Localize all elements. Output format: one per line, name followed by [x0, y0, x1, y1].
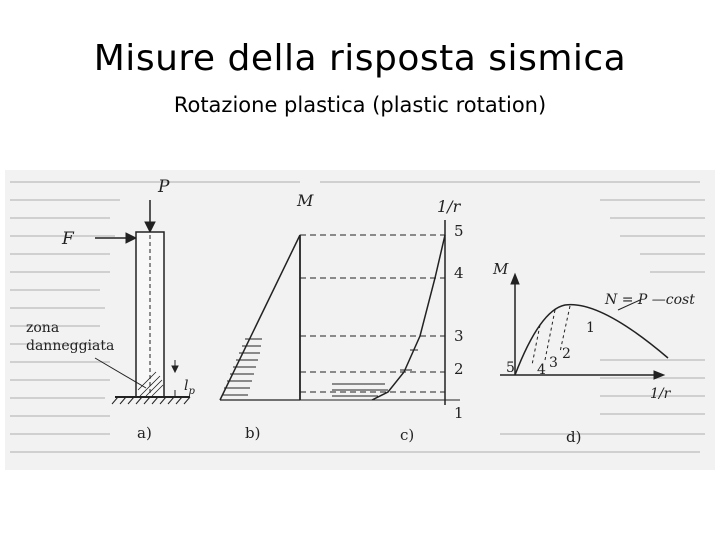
- caption-c: c): [400, 426, 415, 444]
- label-f: F: [62, 229, 74, 249]
- level-5: 5: [454, 222, 464, 240]
- label-p: P: [158, 177, 170, 197]
- caption-b: b): [245, 424, 261, 442]
- scanned-figure: [0, 160, 720, 480]
- level-4: 4: [454, 264, 464, 282]
- label-n-p-cost: N = P —cost: [605, 292, 695, 308]
- level-1: 1: [454, 404, 464, 422]
- page-subtitle: Rotazione plastica (plastic rotation): [173, 93, 547, 117]
- label-zona: zona: [26, 320, 60, 336]
- level-2: 2: [454, 360, 464, 378]
- level-3: 3: [454, 327, 464, 345]
- label-1r-d: 1/r: [650, 386, 671, 402]
- point-3: 3: [549, 355, 558, 371]
- figure-svg: [0, 160, 720, 480]
- point-1: 1: [586, 320, 595, 336]
- label-1r-c: 1/r: [437, 197, 461, 216]
- caption-d: d): [566, 428, 582, 446]
- point-5: 5: [506, 360, 515, 376]
- label-m-b: M: [297, 191, 314, 210]
- label-m-d: M: [493, 260, 509, 278]
- caption-a: a): [137, 424, 152, 442]
- page-title: Misure della risposta sismica: [93, 38, 627, 79]
- label-danneggiata: danneggiata: [26, 338, 115, 354]
- point-4: 4: [537, 362, 546, 378]
- label-lp: $l_p$: [184, 378, 195, 397]
- point-2: 2: [562, 346, 571, 362]
- scan-background: [5, 170, 715, 470]
